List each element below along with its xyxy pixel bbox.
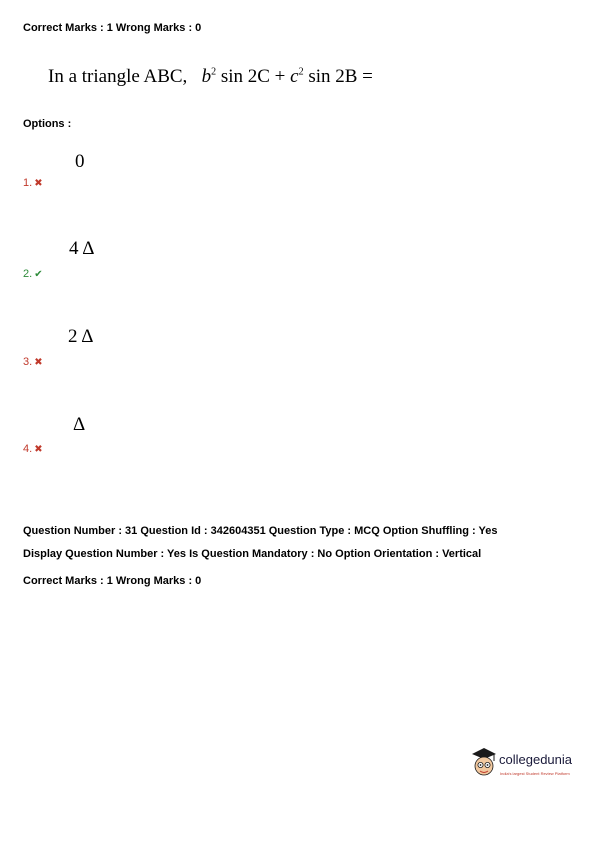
option-4 bbox=[23, 443, 43, 455]
option-2 bbox=[23, 268, 43, 280]
option-1-number: 1. bbox=[23, 177, 33, 189]
next-marks-line: Correct Marks : 1 Wrong Marks : 0 bbox=[23, 575, 202, 587]
options-label: Options : bbox=[23, 118, 72, 130]
check-icon: ✔ bbox=[34, 269, 43, 280]
graduate-mascot-icon bbox=[470, 747, 498, 777]
var-c: c bbox=[290, 66, 299, 87]
option-3-number: 3. bbox=[23, 356, 33, 368]
option-4-value: Δ bbox=[73, 414, 86, 435]
cross-icon: ✖ bbox=[34, 178, 43, 189]
marks-line: Correct Marks : 1 Wrong Marks : 0 bbox=[23, 22, 202, 34]
logo-name: collegedunia bbox=[499, 752, 573, 767]
question-meta-line2: Display Question Number : Yes Is Question Mandatory : No Option Orientation : Vertical bbox=[23, 548, 482, 560]
option-2-number: 2. bbox=[23, 268, 33, 280]
var-b: b bbox=[201, 66, 212, 87]
question-meta-line1: Question Number : 31 Question Id : 342604351 Question Type : MCQ Option Shuffling : Yes bbox=[23, 525, 498, 537]
option-3 bbox=[23, 356, 43, 368]
cross-icon: ✖ bbox=[34, 357, 43, 368]
term-sin2c: sin 2C + bbox=[216, 66, 291, 87]
exp-b: 2 bbox=[211, 66, 217, 78]
option-1-value: 0 bbox=[75, 151, 85, 172]
exp-c: 2 bbox=[298, 66, 304, 78]
option-1 bbox=[23, 177, 43, 189]
collegedunia-logo bbox=[470, 745, 580, 781]
option-4-number: 4. bbox=[23, 443, 33, 455]
option-2-value: 4 Δ bbox=[69, 238, 95, 259]
question-prefix: In a triangle ABC, bbox=[48, 66, 188, 87]
question-text bbox=[48, 66, 373, 88]
cross-icon: ✖ bbox=[34, 444, 43, 455]
option-3-value: 2 Δ bbox=[68, 326, 94, 347]
term-sin2b: sin 2B = bbox=[303, 66, 373, 87]
logo-tagline: India's largest Student Review Platform bbox=[500, 771, 570, 776]
